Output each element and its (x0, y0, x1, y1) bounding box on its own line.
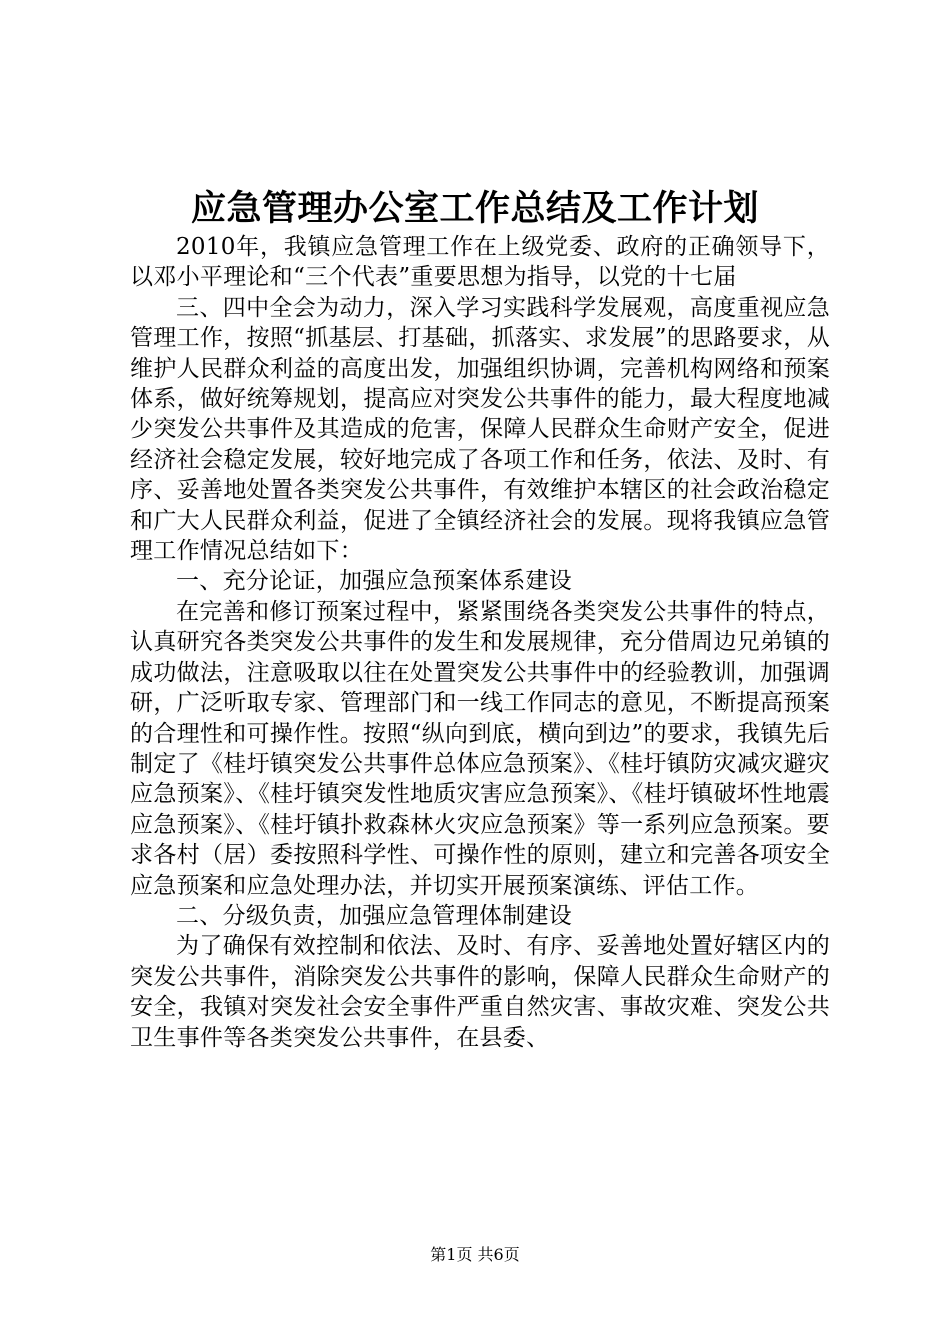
section-heading-2: 二、分级负责，加强应急管理体制建设 (176, 902, 573, 929)
paragraph-section-1: 在完善和修订预案过程中，紧紧围绕各类突发公共事件的特点，认真研究各类突发公共事件的发生和发展规律，充分借周边兄弟镇的成功做法，注意吸取以往在处置突发公共事件中的经验教训，加强调研，广泛听取专家、管理部门和一线工作同志的意见，不断提高预案的合理性和可操作性。按照“纵向到底，横向到边”的要求，我镇先后制定了《桂圩镇突发公共事件总体应急预案》、《桂圩镇防灾减灾避灾应急预案》、《桂圩镇突发性地质灾害应急预案》、《桂圩镇破坏性地震应急预案》、《桂圩镇扑救森林火灾应急预案》等一系列应急预案。要求各村（居）委按照科学性、可操作性的原则，建立和完善各项安全应急预案和应急处理办法，并切实开展预案演练、评估工作。 (130, 598, 830, 899)
document-title: 应急管理办公室工作总结及工作计划 (190, 188, 759, 229)
page-number-footer: 第1页 共6页 (430, 1245, 520, 1264)
document-body (130, 232, 830, 1053)
paragraph-intro: 2010年，我镇应急管理工作在上级党委、政府的正确领导下，以邓小平理论和“三个代表”重要思想为指导，以党的十七届 (130, 234, 830, 291)
section-heading-1: 一、充分论证，加强应急预案体系建设 (176, 568, 573, 595)
paragraph-section-2: 为了确保有效控制和依法、及时、有序、妥善地处置好辖区内的突发公共事件，消除突发公共事件的影响，保障人民群众生命财产的安全，我镇对突发社会安全事件严重自然灾害、事故灾难、突发公共卫生事件等各类突发公共事件，在县委、 (130, 933, 830, 1051)
paragraph-summary: 三、四中全会为动力，深入学习实践科学发展观，高度重视应急管理工作，按照“抓基层、打基础，抓落实、求发展”的思路要求，从维护人民群众利益的高度出发，加强组织协调，完善机构网络和预案体系，做好统筹规划，提高应对突发公共事件的能力，最大程度地减少突发公共事件及其造成的危害，保障人民群众生命财产安全，促进经济社会稳定发展，较好地完成了各项工作和任务，依法、及时、有序、妥善地处置各类突发公共事件，有效维护本辖区的社会政治稳定和广大人民群众利益，促进了全镇经济社会的发展。现将我镇应急管理工作情况总结如下： (130, 294, 830, 565)
